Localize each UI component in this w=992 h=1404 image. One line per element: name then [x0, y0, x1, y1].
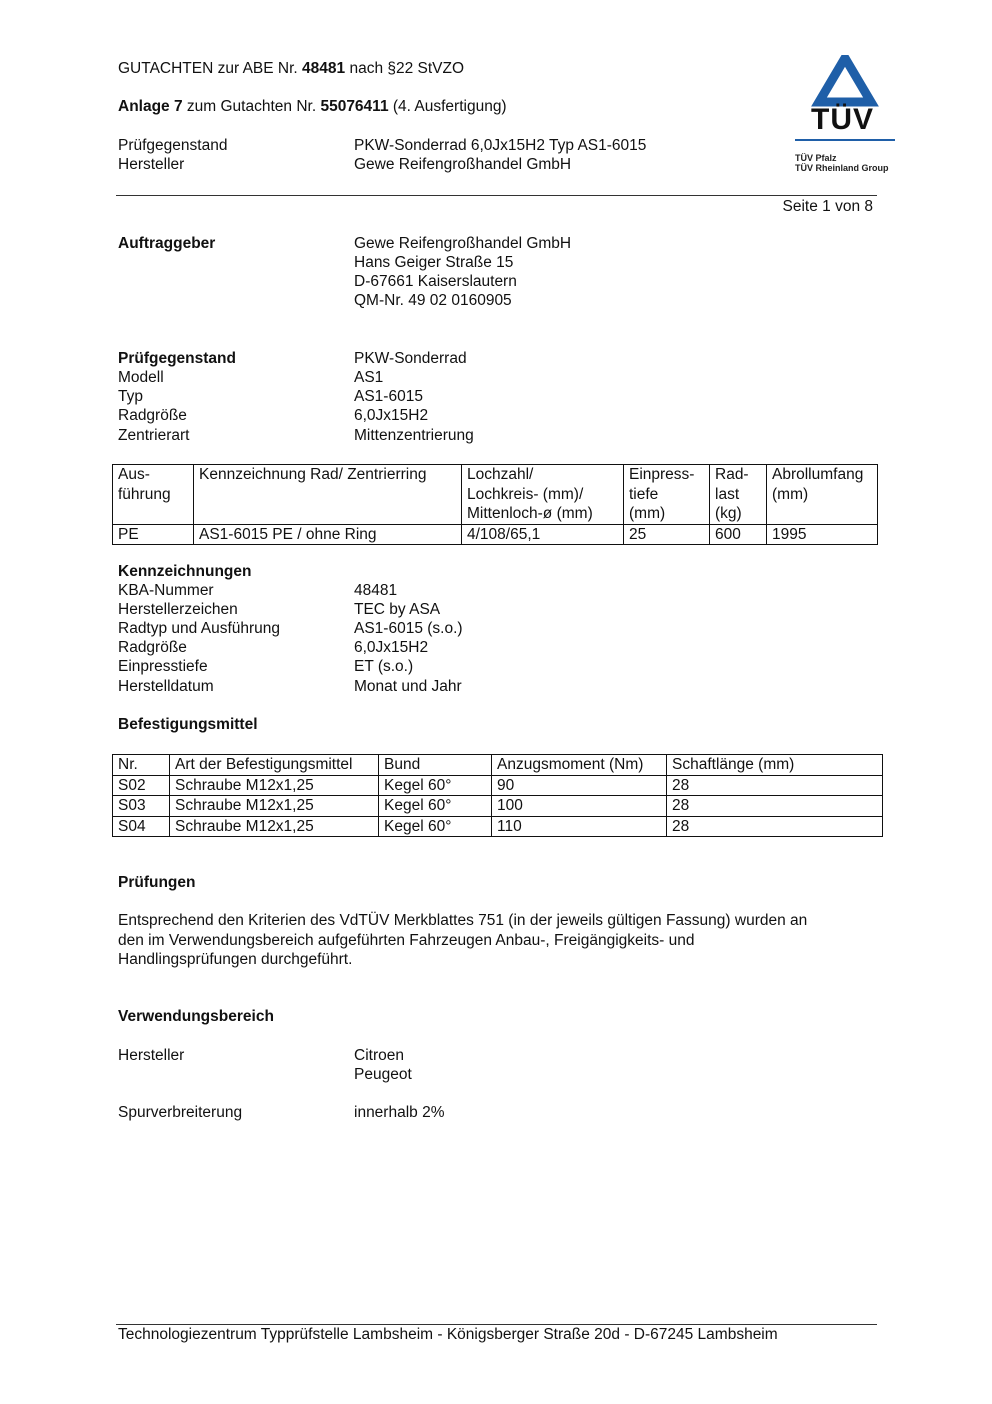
header-cell-einpresstiefe: Einpress- tiefe (mm) — [624, 465, 710, 525]
auftraggeber-label: Auftraggeber — [118, 235, 216, 252]
zentrierart-label: Zentrierart — [118, 427, 190, 444]
verwendung-title: Verwendungsbereich — [118, 1008, 274, 1025]
verwendung-hersteller-1: Citroen — [354, 1047, 404, 1064]
pruefgegenstand-label: Prüfgegenstand — [118, 350, 236, 367]
table-cell: PE — [113, 524, 194, 545]
table-cell: Schraube M12x1,25 — [170, 775, 379, 796]
table-cell: 110 — [492, 816, 667, 837]
table-header-row — [113, 465, 878, 525]
kba-value: 48481 — [354, 582, 398, 599]
table-cell: 100 — [492, 796, 667, 817]
radtyp-label: Radtyp und Ausführung — [118, 620, 281, 637]
header-cell-radlast: Rad- last (kg) — [710, 465, 767, 525]
kba-label: KBA-Nummer — [118, 582, 214, 599]
table-cell: S02 — [113, 775, 170, 796]
table-cell: AS1-6015 PE / ohne Ring — [194, 524, 462, 545]
table-header-row — [113, 755, 883, 776]
table-cell: S03 — [113, 796, 170, 817]
header-cell-lochzahl: Lochzahl/ Lochkreis- (mm)/ Mittenloch-ø (mm) — [462, 465, 624, 525]
logo-divider — [795, 139, 895, 141]
table-cell: S04 — [113, 816, 170, 837]
pruefungen-line-1: Entsprechend den Kriterien des VdTÜV Merkblattes 751 (in der jeweils gültigen Fassung) wurden an — [118, 912, 808, 929]
table-row — [113, 796, 883, 817]
table-row — [113, 775, 883, 796]
spurverbreiterung-label: Spurverbreiterung — [118, 1104, 243, 1121]
tuv-triangle-icon — [793, 55, 897, 110]
pruefungen-line-3: Handlingsprüfungen durchgeführt. — [118, 951, 353, 968]
pruefungen-title: Prüfungen — [118, 874, 196, 891]
header-label-pruefgegenstand: Prüfgegenstand — [118, 137, 228, 154]
tuv-brand: TÜV — [811, 103, 874, 136]
radgroesse-label: Radgröße — [118, 407, 187, 424]
zentrierart-value: Mittenzentrierung — [354, 427, 474, 444]
header-cell-ausfuehrung: Aus- führung — [113, 465, 194, 525]
herstellerzeichen-label: Herstellerzeichen — [118, 601, 238, 618]
pruefgegenstand-value: PKW-Sonderrad — [354, 350, 467, 367]
table-cell: 600 — [710, 524, 767, 545]
herstelldatum-value: Monat und Jahr — [354, 678, 462, 695]
herstelldatum-label: Herstelldatum — [118, 678, 214, 695]
page-number: Seite 1 von 8 — [782, 198, 873, 215]
table-cell: Kegel 60° — [379, 816, 492, 837]
table-cell: 25 — [624, 524, 710, 545]
befestigung-table — [112, 754, 883, 837]
auftraggeber-line-3: D-67661 Kaiserslautern — [354, 273, 517, 290]
header-label-hersteller: Hersteller — [118, 156, 185, 173]
einpresstiefe-label: Einpresstiefe — [118, 658, 208, 675]
table-cell: 28 — [667, 816, 883, 837]
auftraggeber-line-4: QM-Nr. 49 02 0160905 — [354, 292, 512, 309]
typ-label: Typ — [118, 388, 143, 405]
table-cell: Kegel 60° — [379, 775, 492, 796]
table-cell: Kegel 60° — [379, 796, 492, 817]
modell-value: AS1 — [354, 369, 384, 386]
table-row — [113, 524, 878, 545]
attachment-reference: Anlage 7 zum Gutachten Nr. 55076411 (4. Ausfertigung) — [118, 98, 507, 115]
header-cell-kennzeichnung: Kennzeichnung Rad/ Zentrierring — [194, 465, 462, 525]
tuv-logo — [793, 55, 897, 177]
k-radgroesse-label: Radgröße — [118, 639, 187, 656]
verwendung-hersteller-label: Hersteller — [118, 1047, 185, 1064]
pruefungen-line-2: den im Verwendungsbereich aufgeführten Fahrzeugen Anbau-, Freigängigkeits- und — [118, 932, 695, 949]
table-cell: 1995 — [767, 524, 878, 545]
table-cell: Schraube M12x1,25 — [170, 816, 379, 837]
header-cell: Bund — [379, 755, 492, 776]
k-radgroesse-value: 6,0Jx15H2 — [354, 639, 429, 656]
modell-label: Modell — [118, 369, 164, 386]
header-cell: Schaftlänge (mm) — [667, 755, 883, 776]
header-value-pruefgegenstand: PKW-Sonderrad 6,0Jx15H2 Typ AS1-6015 — [354, 137, 647, 154]
auftraggeber-line-2: Hans Geiger Straße 15 — [354, 254, 514, 271]
header-cell: Art der Befestigungsmittel — [170, 755, 379, 776]
table-cell: 4/108/65,1 — [462, 524, 624, 545]
typ-value: AS1-6015 — [354, 388, 423, 405]
table-cell: 28 — [667, 796, 883, 817]
radgroesse-value: 6,0Jx15H2 — [354, 407, 429, 424]
header-value-hersteller: Gewe Reifengroßhandel GmbH — [354, 156, 572, 173]
befestigung-title: Befestigungsmittel — [118, 716, 258, 733]
header-cell: Nr. — [113, 755, 170, 776]
table-row — [113, 816, 883, 837]
einpresstiefe-value: ET (s.o.) — [354, 658, 414, 675]
report-reference: GUTACHTEN zur ABE Nr. 48481 nach §22 StVZO — [118, 60, 465, 77]
table-cell: 90 — [492, 775, 667, 796]
verwendung-hersteller-2: Peugeot — [354, 1066, 412, 1083]
header-cell: Anzugsmoment (Nm) — [492, 755, 667, 776]
header-divider — [116, 195, 877, 196]
header-cell-abrollumfang: Abrollumfang (mm) — [767, 465, 878, 525]
auftraggeber-line-1: Gewe Reifengroßhandel GmbH — [354, 235, 572, 252]
herstellerzeichen-value: TEC by ASA — [354, 601, 441, 618]
logo-sub-pfalz: TÜV Pfalz — [795, 153, 837, 163]
table-cell: Schraube M12x1,25 — [170, 796, 379, 817]
radtyp-value: AS1-6015 (s.o.) — [354, 620, 463, 637]
kennzeichnungen-title: Kennzeichnungen — [118, 563, 252, 580]
logo-sub-rheinland: TÜV Rheinland Group — [795, 163, 889, 173]
table-cell: 28 — [667, 775, 883, 796]
ausfuehrung-table — [112, 464, 878, 545]
footer-address: Technologiezentrum Typprüfstelle Lambsheim - Königsberger Straße 20d - D-67245 Lambsheim — [118, 1326, 778, 1343]
spurverbreiterung-value: innerhalb 2% — [354, 1104, 445, 1121]
